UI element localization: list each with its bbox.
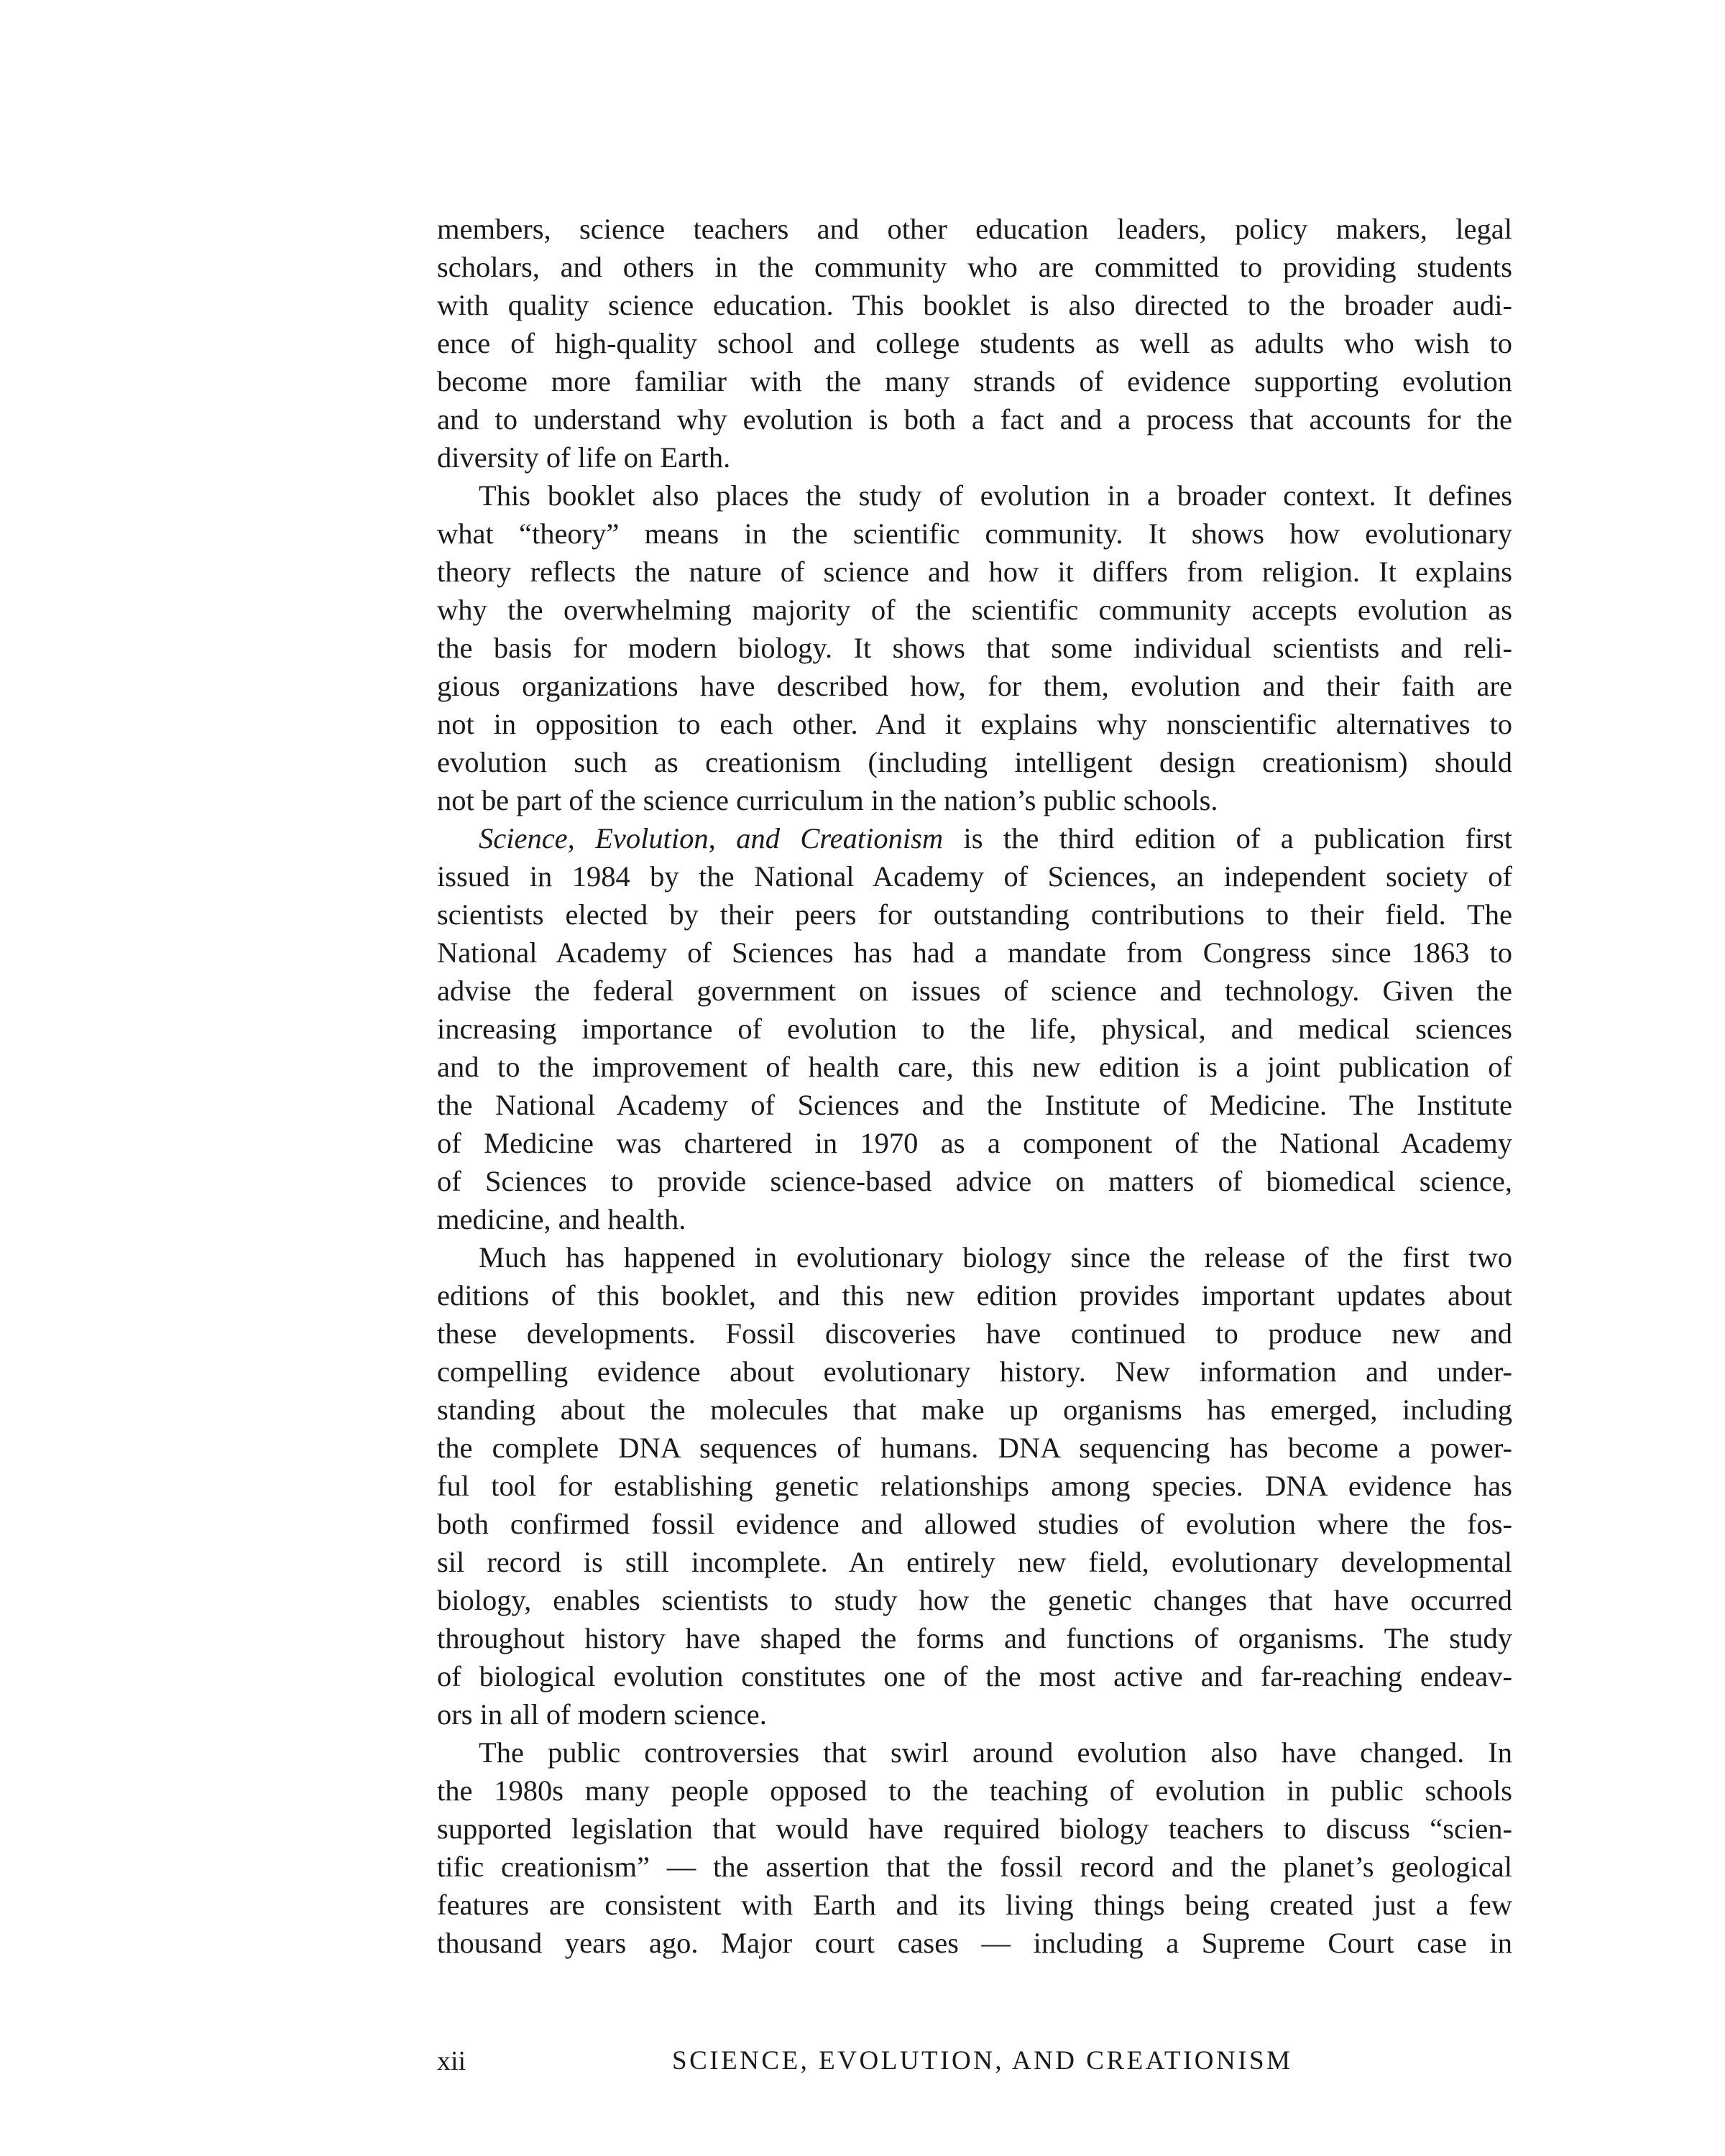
paragraph bbox=[437, 1238, 1512, 1733]
text-line: throughout history have shaped the forms and functions of organisms. The study bbox=[437, 1622, 1512, 1654]
text-line: ence of high-quality school and college students as well as adults who wish to bbox=[437, 327, 1512, 359]
paragraph bbox=[437, 476, 1512, 819]
paragraph bbox=[437, 1733, 1512, 1962]
text-line bbox=[437, 819, 1512, 857]
text-line: not in opposition to each other. And it explains why nonscientific alternatives to bbox=[437, 708, 1512, 740]
text-line: not be part of the science curriculum in the nation’s public schools. bbox=[437, 784, 1218, 816]
text-line: these developments. Fossil discoveries have continued to produce new and bbox=[437, 1317, 1512, 1350]
text-line: increasing importance of evolution to the life, physical, and medical sciences bbox=[437, 1013, 1512, 1045]
text-line: features are consistent with Earth and its living things being created just a few bbox=[437, 1889, 1512, 1921]
text-line-rest: is the third edition of a publication first bbox=[943, 822, 1512, 854]
text-line: scientists elected by their peers for outstanding contributions to their field. The bbox=[437, 898, 1512, 931]
text-line: the basis for modern biology. It shows that some individual scientists and reli- bbox=[437, 632, 1512, 664]
text-line: Much has happened in evolutionary biology since the release of the first two bbox=[479, 1241, 1512, 1273]
paragraph bbox=[437, 210, 1512, 476]
text-line: advise the federal government on issues of science and technology. Given the bbox=[437, 975, 1512, 1007]
text-line: what “theory” means in the scientific community. It shows how evolutionary bbox=[437, 517, 1512, 550]
running-title: SCIENCE, EVOLUTION, AND CREATIONISM bbox=[672, 2046, 1293, 2076]
text-line: members, science teachers and other education leaders, policy makers, legal bbox=[437, 213, 1512, 245]
text-line: ful tool for establishing genetic relationships among species. DNA evidence has bbox=[437, 1470, 1512, 1502]
book-title-italic: Science, Evolution, and Creationism bbox=[479, 822, 944, 854]
text-line: tific creationism” — the assertion that the fossil record and the planet’s geological bbox=[437, 1851, 1512, 1883]
text-line: of Medicine was chartered in 1970 as a component of the National Academy bbox=[437, 1127, 1512, 1159]
text-line: both confirmed fossil evidence and allowed studies of evolution where the fos- bbox=[437, 1508, 1512, 1540]
text-line: medicine, and health. bbox=[437, 1203, 686, 1235]
text-line: with quality science education. This booklet is also directed to the broader audi- bbox=[437, 289, 1512, 321]
text-line: ors in all of modern science. bbox=[437, 1698, 767, 1731]
text-line: and to understand why evolution is both a fact and a process that accounts for the bbox=[437, 403, 1512, 436]
text-line: compelling evidence about evolutionary history. New information and under- bbox=[437, 1355, 1512, 1388]
text-line: of Sciences to provide science-based advice on matters of biomedical science, bbox=[437, 1165, 1512, 1197]
text-line: The public controversies that swirl around evolution also have changed. In bbox=[479, 1736, 1512, 1769]
text-line: the complete DNA sequences of humans. DNA sequencing has become a power- bbox=[437, 1432, 1512, 1464]
text-line: scholars, and others in the community who are committed to providing students bbox=[437, 251, 1512, 283]
text-line: the 1980s many people opposed to the teaching of evolution in public schools bbox=[437, 1774, 1512, 1807]
text-line: National Academy of Sciences has had a mandate from Congress since 1863 to bbox=[437, 936, 1512, 969]
text-line: biology, enables scientists to study how the genetic changes that have occurred bbox=[437, 1584, 1512, 1616]
text-line: of biological evolution constitutes one of the most active and far-reaching endeav- bbox=[437, 1660, 1512, 1692]
text-line: the National Academy of Sciences and the Institute of Medicine. The Institute bbox=[437, 1089, 1512, 1121]
text-line: evolution such as creationism (including intelligent design creationism) should bbox=[437, 746, 1512, 778]
text-line: issued in 1984 by the National Academy of Sciences, an independent society of bbox=[437, 860, 1512, 893]
text-line: theory reflects the nature of science and how it differs from religion. It explains bbox=[437, 556, 1512, 588]
paragraph bbox=[437, 819, 1512, 1238]
text-line: and to the improvement of health care, this new edition is a joint publication of bbox=[437, 1051, 1512, 1083]
text-line: sil record is still incomplete. An entirely new field, evolutionary developmental bbox=[437, 1546, 1512, 1578]
text-line: become more familiar with the many strands of evidence supporting evolution bbox=[437, 365, 1512, 397]
page-number: xii bbox=[437, 2046, 466, 2076]
text-line: editions of this booklet, and this new edition provides important updates about bbox=[437, 1279, 1512, 1312]
text-line: supported legislation that would have required biology teachers to discuss “scien- bbox=[437, 1812, 1512, 1845]
text-line: standing about the molecules that make up organisms has emerged, including bbox=[437, 1393, 1512, 1426]
text-line: thousand years ago. Major court cases — including a Supreme Court case in bbox=[437, 1927, 1512, 1959]
body-text bbox=[437, 210, 1512, 1962]
text-line: gious organizations have described how, for them, evolution and their faith are bbox=[437, 670, 1512, 702]
text-line: This booklet also places the study of evolution in a broader context. It defines bbox=[479, 479, 1512, 512]
text-line: why the overwhelming majority of the scientific community accepts evolution as bbox=[437, 594, 1512, 626]
text-line: diversity of life on Earth. bbox=[437, 441, 731, 474]
